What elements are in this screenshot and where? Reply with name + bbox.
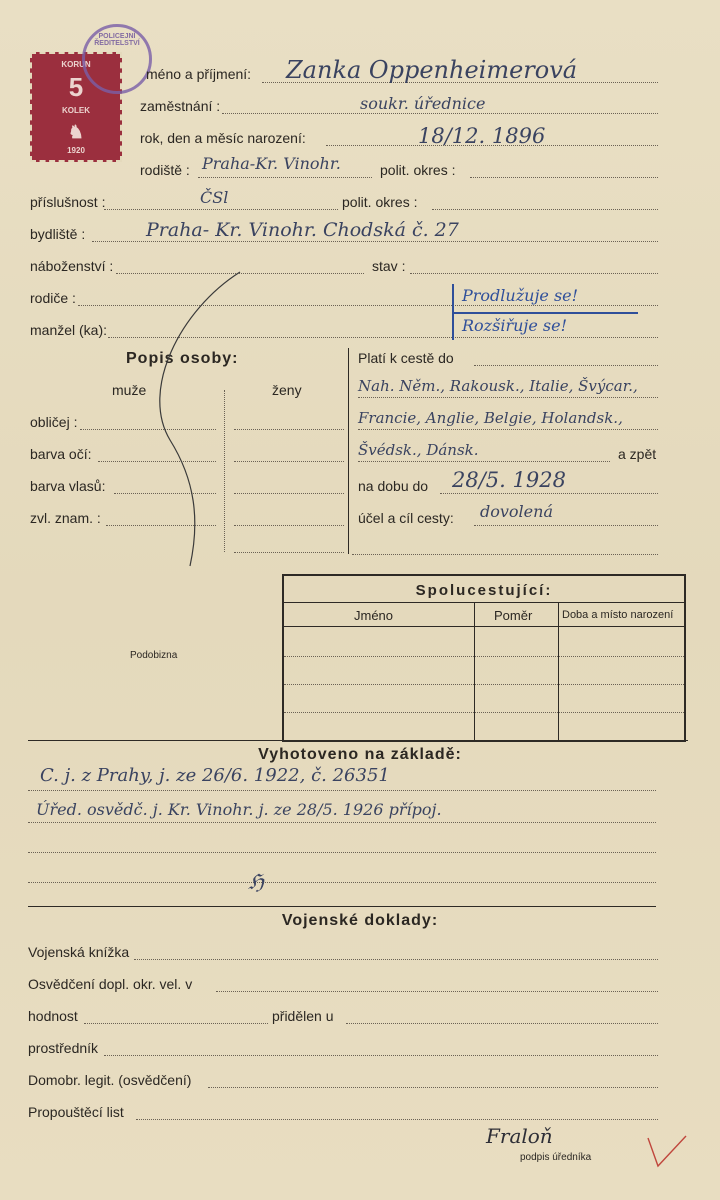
signature-label: podpis úředníka [520,1152,592,1163]
police-seal: POLICEJNÍ ŘEDITELSTVÍ [82,24,152,94]
spouse-label: manžel (ka): [30,322,108,338]
basis-line-1: C. j. z Prahy, j. ze 26/6. 1922, č. 26351 [40,765,390,786]
column-header-birth: Doba a místo narození [562,609,674,621]
name-value: Zanka Oppenheimerová [286,56,578,84]
birthplace-value: Praha-Kr. Vinohr. [202,154,341,173]
religion-label: náboženství : [30,258,114,274]
domicile-value: ČSl [200,188,229,207]
employment-label: zaměstnání : [140,98,221,114]
birth-label: rok, den a měsíc narození: [140,130,306,146]
document-page: KORUN 5 KOLEK ♞ 1920 POLICEJNÍ ŘEDITELSTVÍ méno a příjmení: Zanka Oppenheimerová zaměstnání : soukr. úřednice rok, den a měsíc narození: 18/12. 1896 rodiště : Praha-Kr. Vinohr. polit. okres : příslušnost : ČSl polit. okres : bydliště : Praha- Kr. Vinohr. Chodská č. 27 náboženství : stav : rodiče : manžel (ka): Prodlužuje se! Rozšiřuje se! Popis osoby: muže ženy obličej : barva očí: barva vlasů: zvl. znam. : Platí k cestě do Nah. Něm., Rakousk., Italie, Švýcar., Francie, Anglie, Belgie, Holandsk., Švédsk., Dánsk. a zpět na dobu do 28/5. 1928 účel a cíl cesty: dovolená Podobizna Spolucestující: Jméno Poměr Doba a místo narození Vyhotoveno na základě: C. j. z Prahy, j. ze 26/6. 1922, č. 26351 Úřed. osvědč. j. Kr. Vinohr. j. ze 28/5. 1926 přípoj. ℌ Vojenské doklady: Vojenská knížka Osvědčení dopl. okr. vel. v hodnost přidělen u prostředník Domobr. legit. (osvědčení) Propouštěcí list Fraloň podpis úředníka [0,0,720,1200]
birth-value: 18/12. 1896 [418,124,546,148]
column-header-relation: Poměr [494,608,533,623]
cancellation-stroke [140,270,250,570]
official-signature: Fraloň [486,1124,553,1148]
employment-value: soukr. úřednice [360,94,486,113]
valid-label: Platí k cestě do [358,350,454,366]
red-check-mark [644,1130,690,1172]
companions-table: Spolucestující: Jméno Poměr Doba a místo narození [282,574,686,742]
name-label: méno a příjmení: [146,66,252,82]
purpose-value: dovolená [480,502,553,521]
extension-note-1: Prodlužuje se! [462,286,579,305]
residence-value: Praha- Kr. Vinohr. Chodská č. 27 [146,219,459,241]
likeness-label: Podobizna [130,650,178,661]
birthplace-label: rodiště : [140,162,190,178]
destinations-1: Nah. Něm., Rakousk., Italie, Švýcar., [358,377,638,395]
domicile-label: příslušnost : [30,194,106,210]
parents-label: rodiče : [30,290,76,306]
destinations-3: Švédsk., Dánsk. [358,441,479,459]
description-heading: Popis osoby: [126,350,239,367]
residence-label: bydliště : [30,226,86,242]
lion-emblem-icon: ♞ [67,122,85,142]
basis-line-2: Úřed. osvědč. j. Kr. Vinohr. j. ze 28/5. 1926 přípoj. [36,800,442,819]
column-header-name: Jméno [354,608,394,623]
revenue-stamp: KORUN 5 KOLEK ♞ 1920 [30,52,122,162]
duration-value: 28/5. 1928 [452,468,566,492]
extension-note-2: Rozšiřuje se! [462,316,568,335]
military-heading: Vojenské doklady: [281,912,439,929]
basis-mark: ℌ [248,870,264,894]
basis-heading: Vyhotoveno na základě: [258,746,462,763]
destinations-2: Francie, Anglie, Belgie, Holandsk., [358,409,623,427]
